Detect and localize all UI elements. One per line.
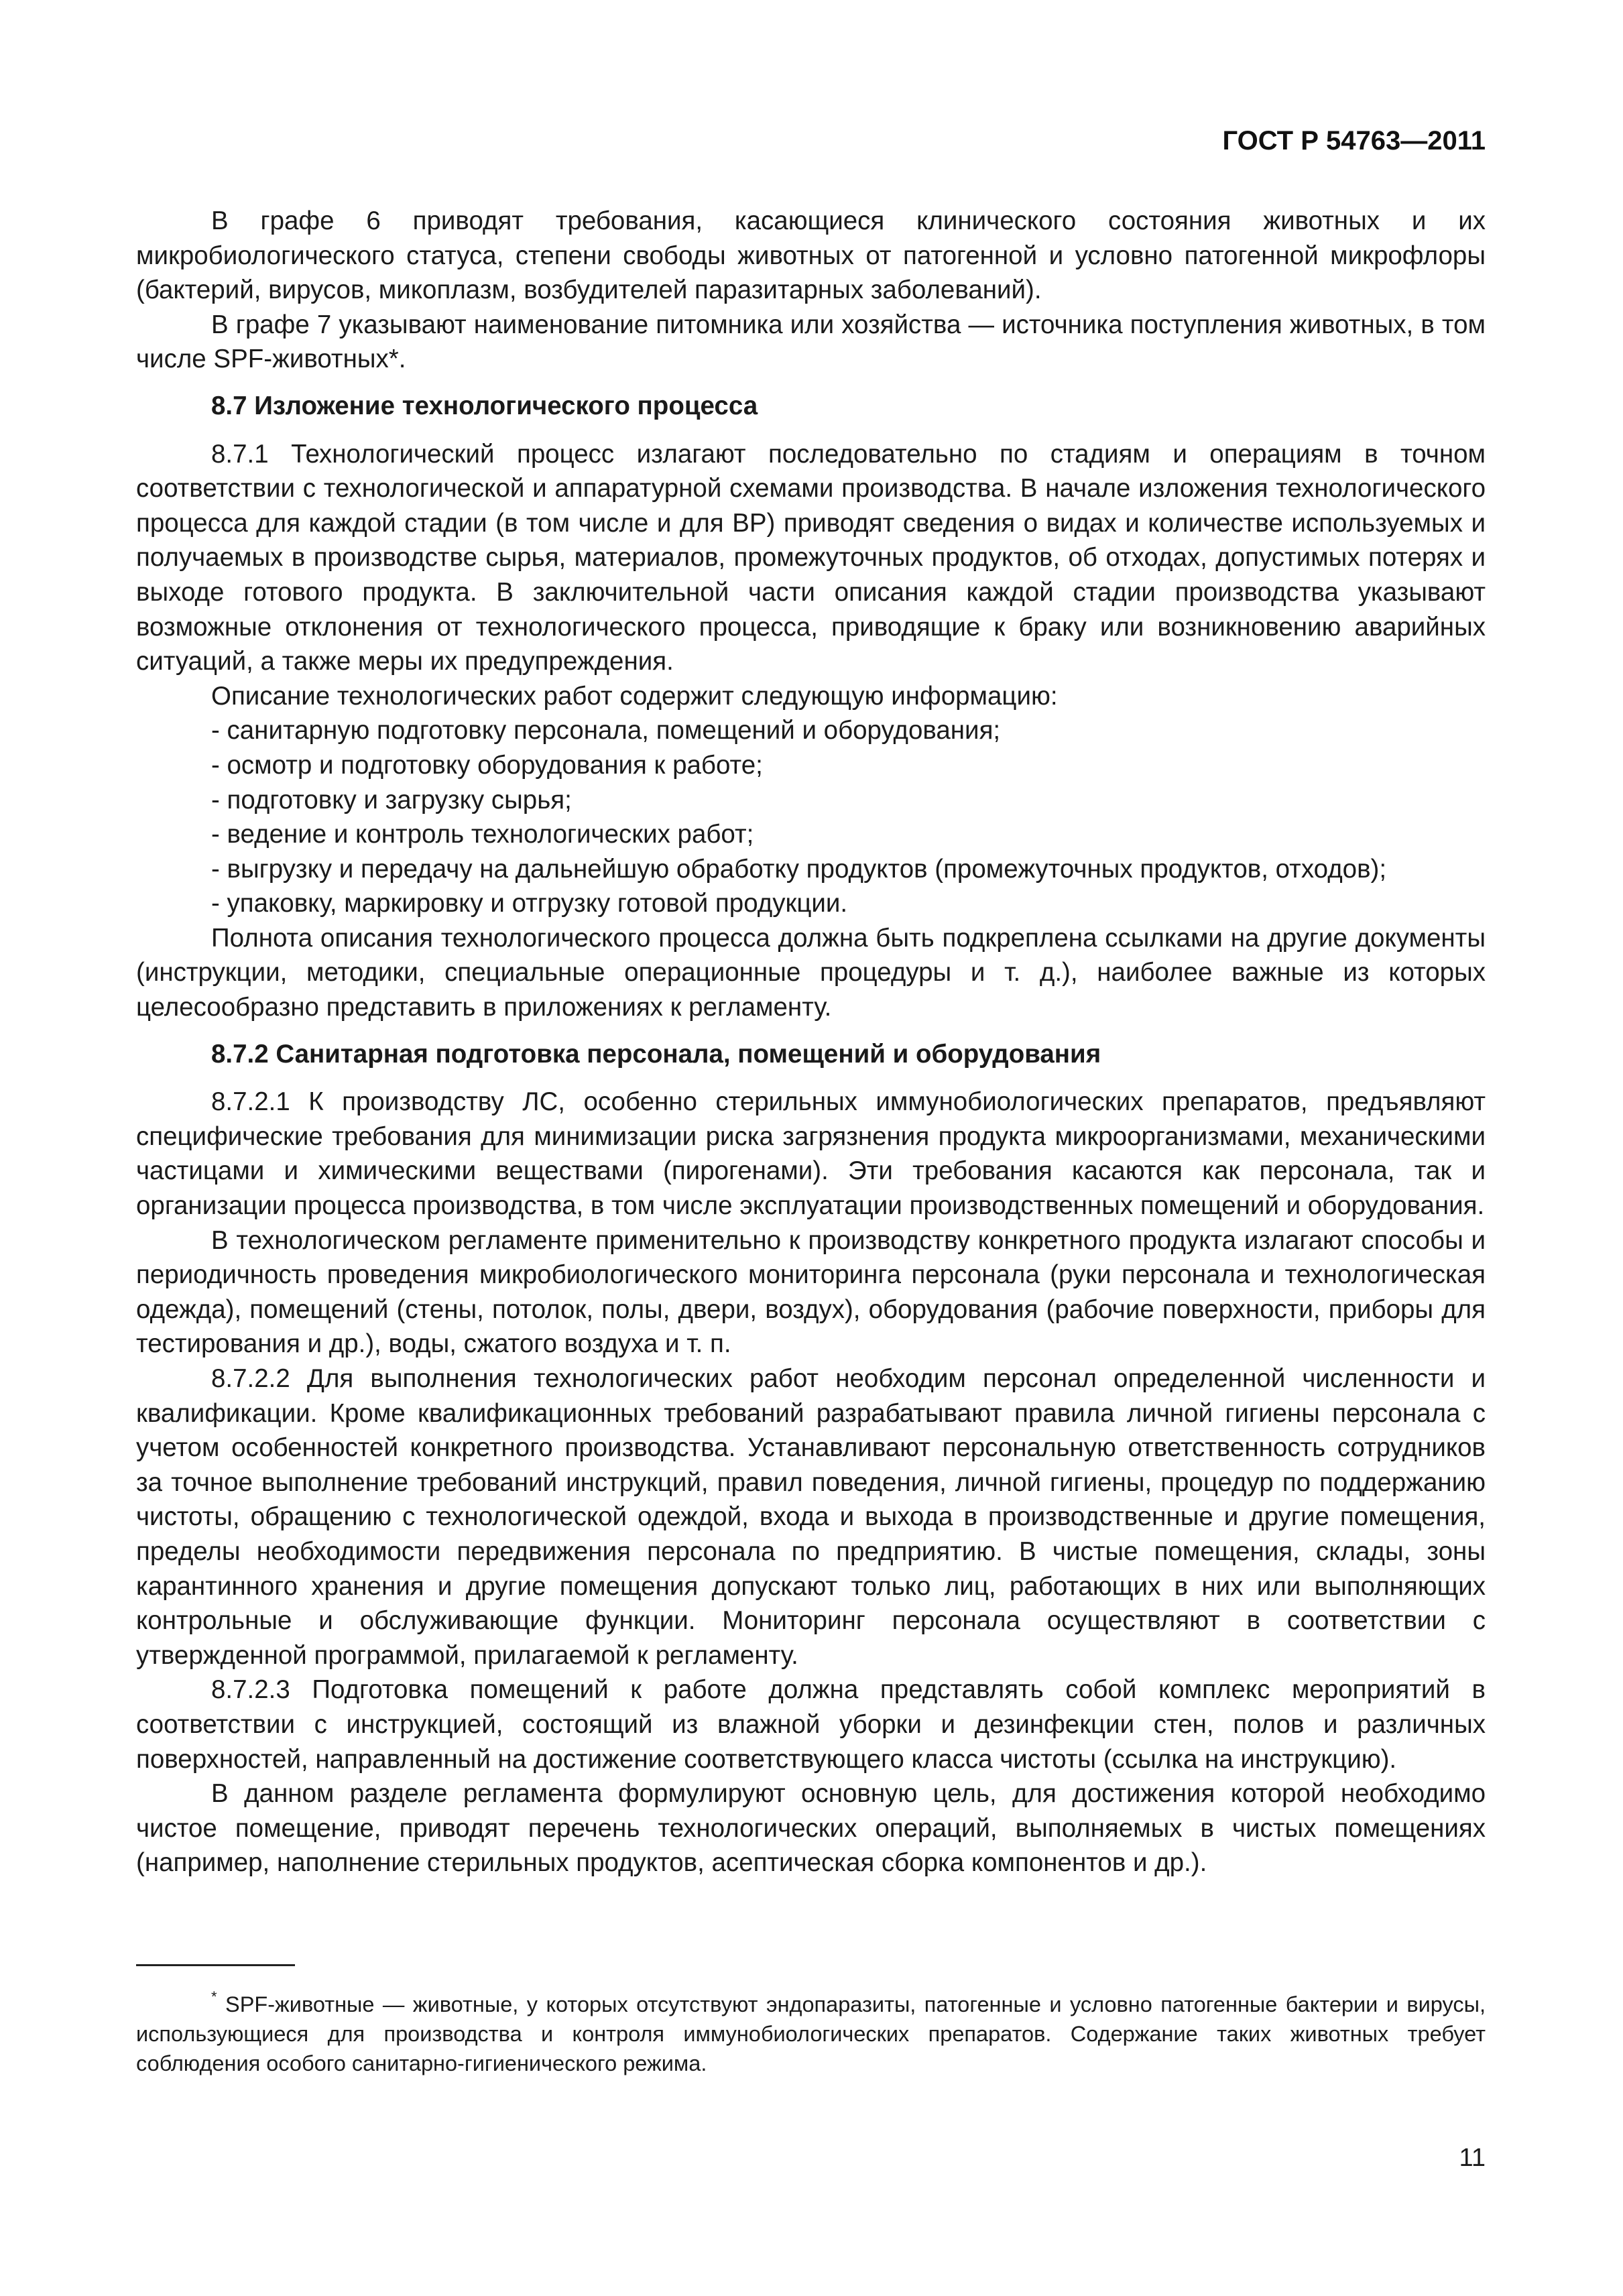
- paragraph-description-intro: Описание технологических работ содержит следующую информацию:: [211, 681, 1058, 711]
- list-item: - ведение и контроль технологических работ;: [211, 820, 754, 849]
- page-number: 11: [1459, 2144, 1486, 2172]
- paragraph-8-7-1: 8.7.1 Технологический процесс излагают последовательно по стадиям и операциям в точном соответствии с технологической и аппаратурной схемами производства. В начале изложения технологического процесса для каждой стадии (в том числе и для ВР) приводят сведения о видах и количестве используемых и получаемых в производстве сырья, материалов, промежуточных продуктов, об отходах, допустимых потерях и выходе готового продукта. В заключительной части описания каждой стадии производства указывают возможные отклонения от технологического процесса, приводящие к браку или возникновению аварийных ситуаций, а также меры их предупреждения.: [136, 439, 1486, 676]
- footnote-text: SPF-животные — животные, у которых отсутствуют эндопаразиты, патогенные и условно патогенные бактерии и вирусы, использующиеся для производства и контроля иммунобиологических препаратов. Содержание таких животных требует соблюдения особого санитарно-гигиенического режима.: [136, 1992, 1486, 2075]
- paragraph-8-7-2-1: 8.7.2.1 К производству ЛС, особенно стерильных иммунобиологических препаратов, предъявляют специфические требования для минимизации риска загрязнения продукта микроорганизмами, механическими частицами и химическими веществами (пирогенами). Эти требования касаются как персонала, так и организации процесса производства, в том числе эксплуатации производственных помещений и оборудования.: [136, 1087, 1486, 1221]
- list-item: - упаковку, маркировку и отгрузку готовой продукции.: [211, 889, 848, 918]
- paragraph-8-7-2-2: 8.7.2.2 Для выполнения технологических работ необходим персонал определенной численности и квалификации. Кроме квалификационных требований разрабатывают правила личной гигиены персонала с учетом особенностей конкретного производства. Устанавливают персональную ответственность сотрудников за точное выполнение требований инструкций, правил поведения, личной гигиены, процедур по поддержанию чистоты, обращению с технологической одеждой, входа и выхода в производственные и другие помещения, пределы необходимости передвижения персонала по предприятию. В чистые помещения, склады, зоны карантинного хранения и другие помещения допускают только лиц, работающих в них или выполняющих контрольные и обслуживающие функции. Мониторинг персонала осуществляют в соответствии с утвержденной программой, прилагаемой к регламенту.: [136, 1364, 1486, 1670]
- footnote: [136, 1990, 1486, 2078]
- footnote-marker: *: [211, 1988, 217, 2005]
- list-item: - подготовку и загрузку сырья;: [211, 785, 572, 814]
- body-text: [136, 204, 1486, 1880]
- paragraph-8-7-2-3: 8.7.2.3 Подготовка помещений к работе должна представлять собой комплекс мероприятий в соответствии с инструкцией, состоящий из влажной уборки и дезинфекции стен, полов и различных поверхностей, направленный на достижение соответствующего класса чистоты (ссылка на инструкцию).: [136, 1675, 1486, 1774]
- list-item: - санитарную подготовку персонала, помещений и оборудования;: [211, 716, 1001, 745]
- footnote-divider: [136, 1964, 295, 1966]
- paragraph-graph-7: В графе 7 указывают наименование питомника или хозяйства — источника поступления животных, в том числе SPF-животных*.: [136, 310, 1486, 374]
- list-item: - осмотр и подготовку оборудования к работе;: [211, 750, 763, 780]
- paragraph-completeness: Полнота описания технологического процесса должна быть подкреплена ссылками на другие документы (инструкции, методики, специальные операционные процедуры и т. д.), наиболее важные из которых целесообразно представить в приложениях к регламенту.: [136, 923, 1486, 1022]
- paragraph-clean-room-purpose: В данном разделе регламента формулируют основную цель, для достижения которой необходимо чистое помещение, приводят перечень технологических операций, выполняемых в чистых помещениях (например, наполнение стерильных продуктов, асептическая сборка компонентов и др.).: [136, 1779, 1486, 1878]
- paragraph-monitoring: В технологическом регламенте применительно к производству конкретного продукта излагают способы и периодичность проведения микробиологического мониторинга персонала (руки персонала и технологическая одежда), помещений (стены, потолок, полы, двери, воздух), оборудования (рабочие поверхности, приборы для тестирования и др.), воды, сжатого воздуха и т. п.: [136, 1225, 1486, 1359]
- paragraph-graph-6: В графе 6 приводят требования, касающиеся клинического состояния животных и их микробиологического статуса, степени свободы животных от патогенной и условно патогенной микрофлоры (бактерий, вирусов, микоплазм, возбудителей паразитарных заболеваний).: [136, 206, 1486, 305]
- section-heading-8-7-2: 8.7.2 Санитарная подготовка персонала, помещений и оборудования: [211, 1039, 1101, 1069]
- section-heading-8-7: 8.7 Изложение технологического процесса: [211, 391, 758, 420]
- list-item: - выгрузку и передачу на дальнейшую обработку продуктов (промежуточных продуктов, отходов);: [211, 854, 1387, 884]
- work-description-list: [136, 713, 1486, 921]
- standard-header: ГОСТ Р 54763—2011: [1222, 126, 1486, 156]
